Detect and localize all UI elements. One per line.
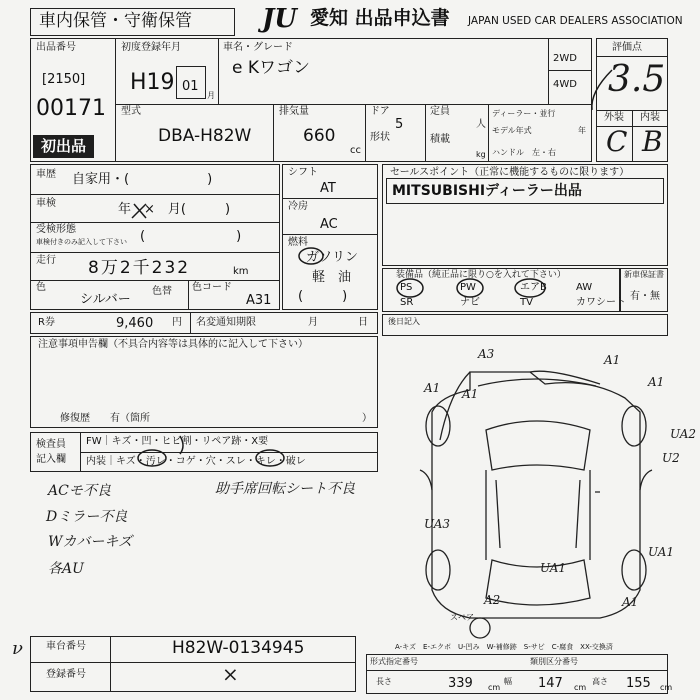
equipment-item: エアB — [520, 282, 547, 293]
car-name-label: 車名・グレード — [223, 42, 293, 53]
width: 147 — [538, 676, 563, 691]
equipment-item: SR — [400, 297, 414, 308]
handwritten-note: 各AU — [48, 561, 84, 577]
color-code-label: 色コード — [192, 282, 232, 293]
color: シルバー — [80, 292, 131, 307]
recycle-fee: 9,460 — [116, 316, 154, 331]
damage-mark: A1 — [622, 595, 639, 609]
color-change-label: 色替 — [152, 286, 172, 297]
damage-mark: A1 — [648, 375, 665, 389]
history-label: 車歴 — [36, 169, 56, 180]
form-title: 愛知 出品申込書 — [310, 7, 450, 29]
damage-mark: UA1 — [540, 561, 567, 575]
model-year-label: モデル年式 — [492, 126, 532, 135]
drive-4wd: 4WD — [553, 79, 577, 90]
damage-mark: UA3 — [424, 517, 451, 531]
lot-number: 00171 — [36, 96, 106, 121]
type-cert-label: 受検形態 — [36, 224, 76, 235]
chassis-number: H82W-0134945 — [172, 638, 305, 658]
ju-logo: JU — [262, 4, 297, 34]
mileage: 8万2千232 — [88, 258, 191, 278]
handle-label: ハンドル 左・右 — [492, 148, 556, 157]
equipment-item: PW — [460, 282, 476, 293]
load-label: 積載 — [430, 134, 450, 145]
storage-label: 車内保管・守衛保管 — [39, 11, 192, 31]
damage-legend: A-キズ E-エクボ U-凹み W-補修跡 S-サビ C-腐食 XX-交換済 — [395, 643, 613, 651]
inspection-value: 年 × 月( ) — [118, 202, 231, 217]
damage-mark: U2 — [662, 451, 680, 465]
doors: 5 — [395, 117, 404, 132]
equipment-item: PS — [400, 282, 413, 293]
length: 339 — [448, 676, 473, 691]
doors-label: ドア — [370, 106, 390, 117]
damage-mark: A3 — [478, 347, 495, 361]
grade-label: 評価点 — [612, 42, 642, 53]
inspector-row-2: 内装｜キズ・汚レ・コゲ・穴・スレ・キレ・破レ — [86, 456, 306, 467]
sales-point-value: MITSUBISHIディーラー出品 — [392, 183, 582, 199]
shift-value: AT — [320, 181, 336, 196]
mileage-label: 走行 — [36, 255, 56, 266]
registration-year: H19 — [130, 70, 175, 95]
displacement-label: 排気量 — [279, 106, 309, 117]
org-name: JAPAN USED CAR DEALERS ASSOCIATION — [468, 15, 683, 27]
handwritten-note: Wカバーキズ — [48, 534, 133, 550]
color-label: 色 — [36, 282, 46, 293]
drive-2wd: 2WD — [553, 53, 577, 64]
shape-label: 形状 — [370, 132, 390, 143]
car-name: e Kワゴン — [232, 58, 311, 78]
lot-code: [2150] — [42, 72, 86, 87]
damage-mark: UA2 — [670, 427, 697, 441]
height: 155 — [626, 676, 651, 691]
first-listing-badge: 初出品 — [33, 135, 94, 158]
damage-mark: UA1 — [648, 545, 675, 559]
interior-grade: B — [642, 125, 663, 158]
lot-label: 出品番号 — [36, 42, 76, 53]
capacity-label: 定員 — [430, 106, 450, 117]
color-code: A31 — [246, 293, 272, 308]
registration-label: 初度登録年月 — [121, 42, 181, 53]
inspector-row-1: FW｜キズ・凹・ヒビ割・リペア跡・X要 — [86, 436, 269, 447]
model-code: DBA-H82W — [158, 126, 252, 146]
damage-mark: A1 — [424, 381, 441, 395]
registration-number: × — [222, 662, 239, 686]
equipment-item: カワシート — [576, 297, 626, 308]
ac-value: AC — [320, 217, 338, 232]
fuel-gas: ガソリン — [306, 250, 359, 265]
displacement: 660 — [303, 126, 336, 146]
fuel-light-oil: 軽 油 — [312, 270, 352, 285]
damage-mark: A1 — [462, 387, 479, 401]
dealer-label: ディーラー・並行 — [492, 109, 556, 118]
model-label: 型式 — [121, 106, 141, 117]
registration-month: 01 — [182, 79, 199, 94]
equipment-item: TV — [520, 297, 533, 308]
damage-mark: A1 — [604, 353, 621, 367]
inspection-label: 車検 — [36, 198, 56, 209]
damage-mark: A2 — [484, 593, 501, 607]
history-value: 自家用・( ) — [72, 172, 213, 187]
equipment-item: AW — [576, 282, 593, 293]
handwritten-note: Dミラー不良 — [46, 509, 128, 525]
equipment-item: ナビ — [460, 297, 480, 308]
handwritten-note: ACモ不良 — [48, 483, 111, 499]
grade-score: 3.5 — [608, 59, 666, 100]
exterior-grade: C — [606, 125, 628, 158]
handwritten-note: 助手席回転シート不良 — [215, 481, 355, 497]
spare-label: スペア — [450, 613, 474, 622]
